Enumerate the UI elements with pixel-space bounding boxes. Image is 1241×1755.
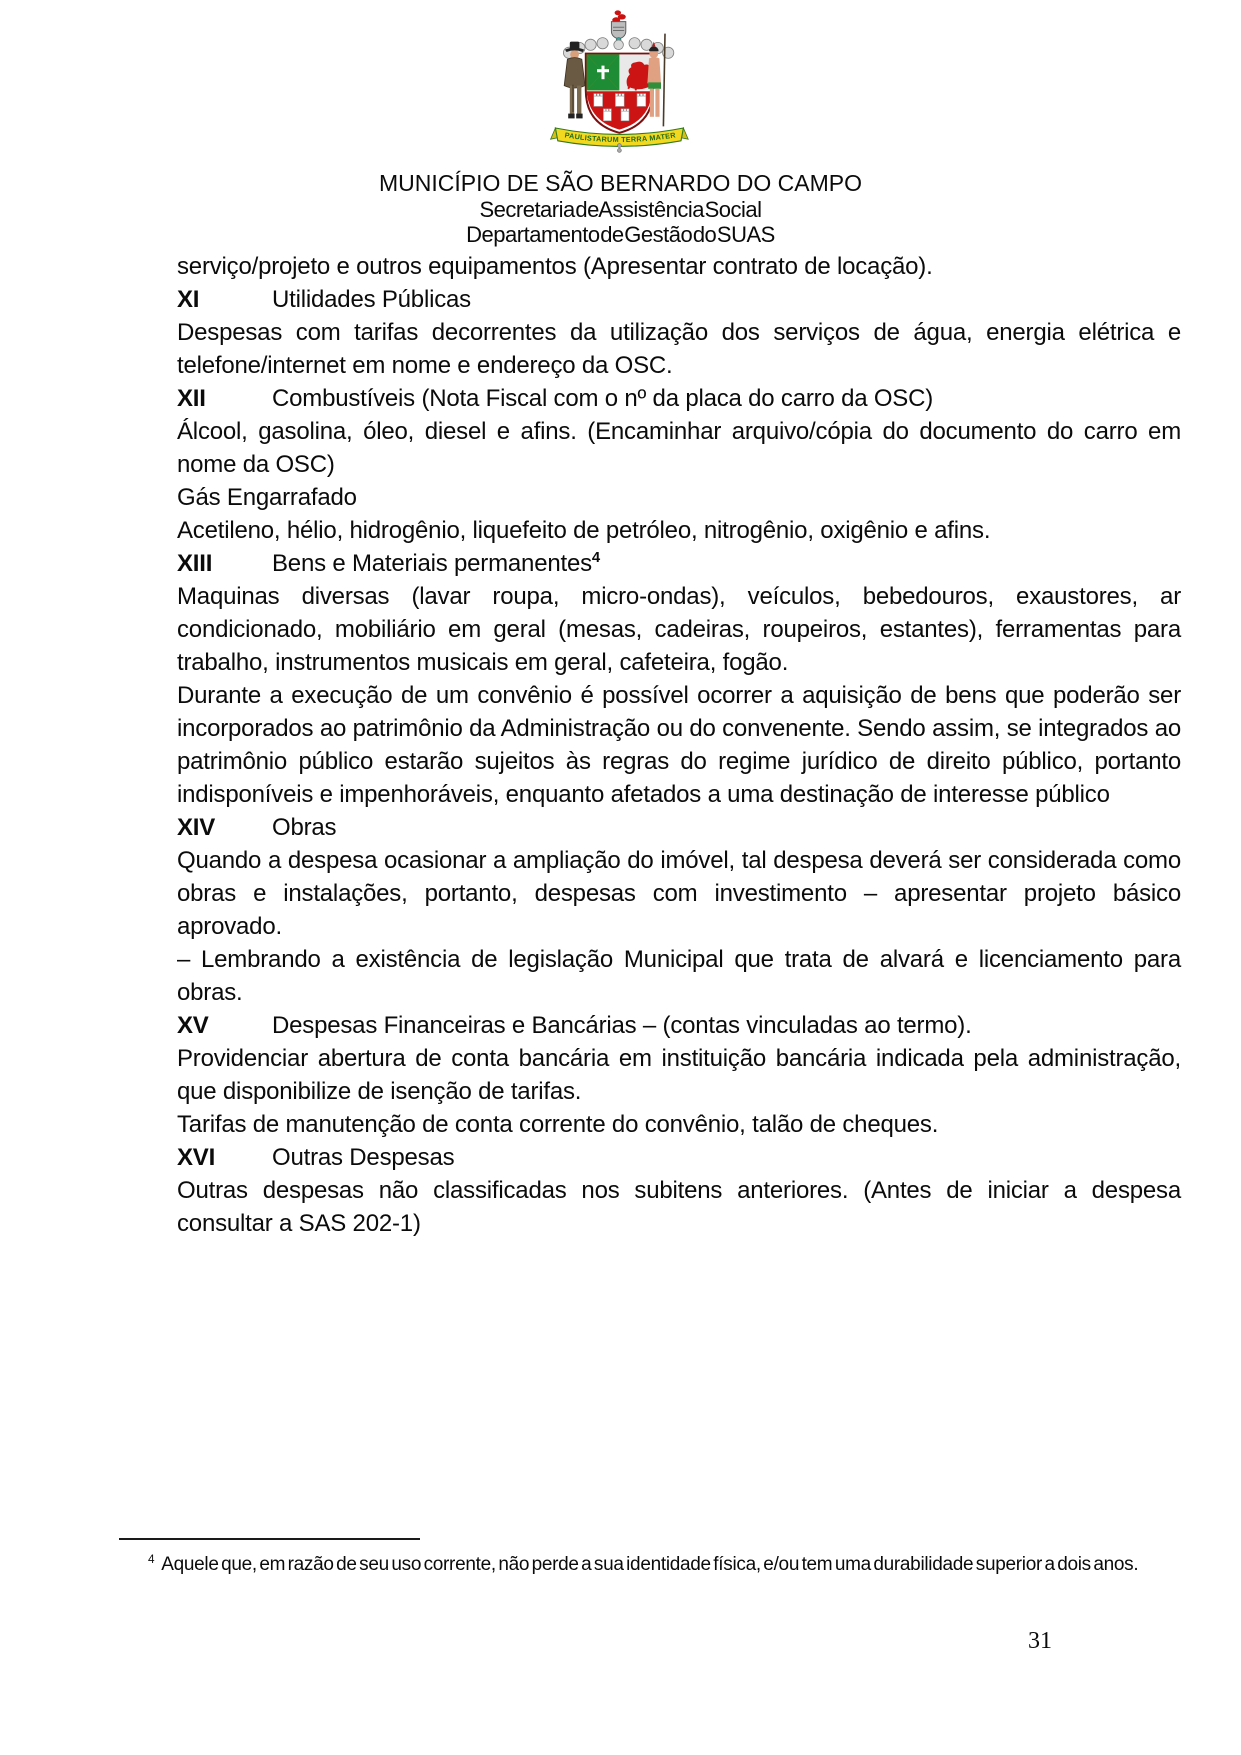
municipality-title: MUNICÍPIO DE SÃO BERNARDO DO CAMPO bbox=[378, 170, 863, 196]
section-numeral: XIV bbox=[177, 814, 216, 841]
paragraph-fuels: Álcool, gasolina, óleo, diesel e afins. (Encaminhar arquivo/cópia do documento do carro em nome da OSC) bbox=[177, 418, 1181, 478]
paragraph-utilities: Despesas com tarifas decorrentes da utilização dos serviços de água, energia elétrica e telefone/internet em nome e endereço da OSC. bbox=[177, 319, 1181, 379]
paragraph-bank-account: Providenciar abertura de conta bancária em instituição bancária indicada pela administração, que disponibilize de isenção de tarifas. bbox=[177, 1045, 1181, 1105]
paragraph-bottled-gas: Gás Engarrafado bbox=[177, 484, 357, 511]
paragraph-other-expenses: Outras despesas não classificadas nos subitens anteriores. (Antes de iniciar a despesa consultar a SAS 202-1) bbox=[177, 1177, 1181, 1237]
paragraph-asset-incorporation: Durante a execução de um convênio é possível ocorrer a aquisição de bens que poderão ser incorporados ao patrimônio da Administração ou do convenente. Sendo assim, se integrados ao patrimônio público estarão sujeitos às regras do regime jurídico de direito público, portanto indisponíveis e impenhoráveis, enquanto afetados a uma destinação de interesse público bbox=[177, 682, 1181, 808]
footnote-reference: 4 bbox=[591, 550, 600, 566]
section-numeral: XV bbox=[177, 1012, 209, 1039]
section-label: Despesas Financeiras e Bancárias – (contas vinculadas ao termo). bbox=[272, 1012, 972, 1039]
paragraph-lease-equipment: serviço/projeto e outros equipamentos (Apresentar contrato de locação). bbox=[177, 253, 933, 280]
section-label: Combustíveis (Nota Fiscal com o nº da placa do carro da OSC) bbox=[272, 385, 934, 412]
section-heading-xvi bbox=[177, 1141, 1181, 1174]
crest-plume bbox=[612, 10, 626, 22]
department-subtitle: Departamento de Gestão do SUAS bbox=[466, 222, 775, 247]
section-heading-xiv bbox=[177, 811, 1181, 844]
paragraph-works-investment: Quando a despesa ocasionar a ampliação do imóvel, tal despesa deverá ser considerada como obras e instalações, portanto, despesas com investimento – apresentar projeto básico aprovado. bbox=[177, 847, 1181, 940]
crest-motto-text: PAULISTARUM TERRA MATER bbox=[563, 130, 676, 145]
section-heading-xv bbox=[177, 1009, 1181, 1042]
section-heading-xiii bbox=[177, 547, 1181, 580]
crest-shield bbox=[585, 54, 654, 133]
section-label: Utilidades Públicas bbox=[272, 286, 471, 313]
footnote bbox=[128, 1550, 1184, 1580]
page-number: 31 bbox=[1028, 1628, 1052, 1654]
section-heading-xii bbox=[177, 382, 1181, 415]
section-numeral: XVI bbox=[177, 1144, 216, 1171]
section-label: Outras Despesas bbox=[272, 1144, 455, 1171]
footnote-text: Aquele que, em razão de seu uso corrente, não perde a sua identidade física, e/ou tem uma durabilidade superior a dois anos. bbox=[161, 1554, 1139, 1575]
municipal-coat-of-arms-icon bbox=[526, 8, 716, 168]
footnote-marker: 4 bbox=[148, 1552, 155, 1566]
section-numeral: XIII bbox=[177, 550, 213, 577]
document-header bbox=[0, 8, 1241, 247]
paragraph-permanent-goods: Maquinas diversas (lavar roupa, micro-ondas), veículos, bebedouros, exaustores, ar condicionado, mobiliário em geral (mesas, cadeiras, roupeiros, estantes), ferramentas para trabalho, instrumentos musicais em geral, cafeteira, fogão. bbox=[177, 583, 1181, 676]
document-body bbox=[177, 250, 1181, 1240]
footnote-separator bbox=[119, 1538, 420, 1540]
paragraph-bank-fees: Tarifas de manutenção de conta corrente do convênio, talão de cheques. bbox=[177, 1111, 939, 1138]
secretariat-subtitle: Secretaria de Assistência Social bbox=[479, 197, 762, 222]
section-heading-xi bbox=[177, 283, 1181, 316]
section-numeral: XI bbox=[177, 286, 200, 313]
paragraph-works-legislation: – Lembrando a existência de legislação Municipal que trata de alvará e licenciamento para obras. bbox=[177, 946, 1181, 1006]
section-label: Bens e Materiais permanentes$^4$ bbox=[272, 550, 600, 577]
section-label: Obras bbox=[272, 814, 337, 841]
paragraph-gases-list: Acetileno, hélio, hidrogênio, liquefeito de petróleo, nitrogênio, oxigênio e afins. bbox=[177, 517, 991, 544]
section-numeral: XII bbox=[177, 385, 206, 412]
crest-helmet bbox=[611, 22, 625, 43]
